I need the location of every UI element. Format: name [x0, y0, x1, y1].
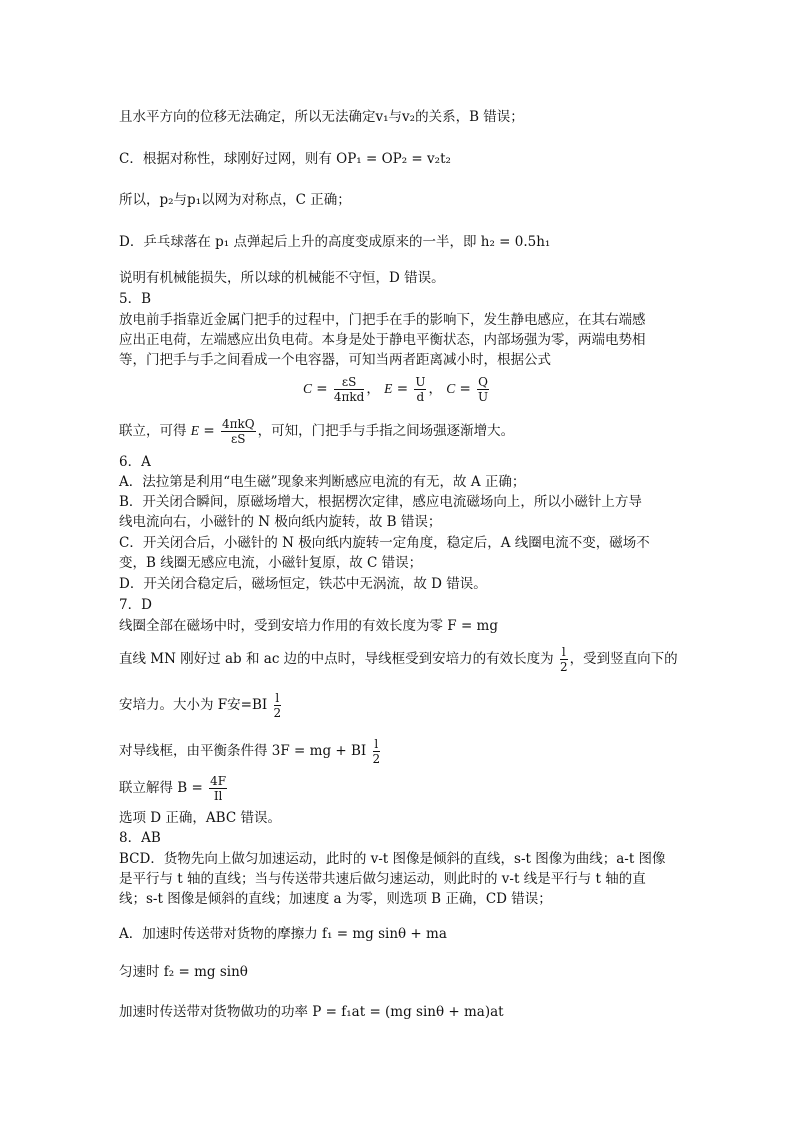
text-fragment: 联立，可得: [119, 423, 187, 439]
text-fragment: ，受到竖直向下的: [569, 651, 678, 667]
fraction-numerator: 4πkQ: [221, 417, 255, 431]
text-line: 说明有机械能损失，所以球的机械能不守恒，D 错误。: [119, 270, 445, 286]
text-line: [119, 734, 684, 768]
fraction-numerator: U: [415, 375, 426, 389]
fraction-numerator: εS: [334, 375, 364, 390]
answer-heading: 5．B: [119, 291, 152, 307]
text-line: D．开关闭合稳定后，磁场恒定，铁芯中无涡流，故 D 错误。: [119, 576, 487, 592]
fraction-denominator: U: [478, 390, 489, 404]
answer-heading: 7．D: [119, 597, 152, 613]
fraction-denominator: 2: [273, 706, 282, 720]
answer-heading: 6．A: [119, 454, 151, 470]
text-line: 是平行与 t 轴的直线；当与传送带共速后做匀速运动，则此时的 v-t 线是平行与 t 轴的直: [119, 871, 646, 887]
text-line: BCD．货物先向上做匀加速运动，此时的 v-t 图像是倾斜的直线，s-t 图像为曲线；a-t 图像: [119, 851, 666, 867]
text-fragment: 对导线框，由平衡条件得 3F = mg + BI: [119, 743, 367, 759]
fraction-denominator: εS: [231, 432, 246, 446]
fraction-denominator: Il: [213, 789, 223, 803]
text-line: 等，门把手与手之间看成一个电容器，可知当两者距离减小时，根据公式: [119, 352, 551, 368]
fraction-numerator: l: [275, 691, 280, 705]
text-fragment: ，可知，门把手与手指之间场强逐渐增大。: [257, 423, 515, 439]
text-fragment: 直线 MN 刚好过 ab 和 ac 边的中点时，导线框受到安培力的有效长度为: [119, 651, 554, 667]
text-line: [119, 688, 684, 722]
text-line: 线圈全部在磁场中时，受到安培力作用的有效长度为零 F = mg: [119, 618, 498, 634]
fraction-denominator: 4πkd: [333, 390, 365, 404]
text-line: 线电流向右，小磁针的 N 极向纸内旋转，故 B 错误；: [119, 514, 442, 530]
text-line: 变，B 线圈无感应电流，小磁针复原，故 C 错误；: [119, 555, 423, 571]
fraction-numerator: l: [561, 645, 566, 659]
text-line: 且水平方向的位移无法确定，所以无法确定v₁与v₂的关系，B 错误；: [119, 109, 524, 125]
text-line: A．法拉第是利用“电生磁”现象来判断感应电流的有无，故 A 正确；: [119, 474, 526, 490]
fraction-numerator: l: [374, 737, 379, 751]
text-line: C．根据对称性，球刚好过网，则有 OP₁ = OP₂ = v₂t₂: [119, 151, 451, 167]
text-line: 所以，p₂与p₁以网为对称点，C 正确；: [119, 192, 351, 208]
text-line: B．开关闭合瞬间，原磁场增大，根据楞次定律，感应电流磁场向上，所以小磁针上方导: [119, 494, 642, 510]
fraction-numerator: 4F: [210, 774, 227, 788]
fraction-denominator: 2: [559, 660, 568, 674]
text-line: D．乒乓球落在 p₁ 点弹起后上升的高度变成原来的一半，即 h₂ = 0.5h₁: [119, 234, 551, 250]
text-line: A．加速时传送带对货物的摩擦力 f₁ = mg sinθ + ma: [119, 926, 447, 942]
text-line: 加速时传送带对货物做功的功率 P = f₁at = (mg sinθ + ma)at: [119, 1004, 504, 1020]
text-line: 放电前手指靠近金属门把手的过程中，门把手在手的影响下，发生静电感应，在其右端感: [119, 312, 646, 328]
fraction-numerator: Q: [478, 375, 489, 389]
text-line: [119, 642, 684, 676]
fraction-denominator: d: [416, 390, 425, 404]
text-line: [119, 771, 684, 805]
text-line: 联立，可得 E = $\frac{\text{4πkQ}}{\varepsilon S}$ ，可知，门把手与手指之间场强逐渐增大。: [119, 417, 515, 446]
text-line: 线；s-t 图像是倾斜的直线；加速度 a 为零，则选项 B 正确，CD 错误；: [119, 891, 552, 907]
text-fragment: 联立解得 B =: [119, 780, 203, 796]
text-line: C．开关闭合后，小磁针的 N 极向纸内旋转一定角度，稳定后，A 线圈电流不变，磁场不: [119, 535, 650, 551]
text-line: 选项 D 正确，ABC 错误。: [119, 810, 281, 826]
text-line: 匀速时 f₂ = mg sinθ: [119, 964, 248, 980]
text-fragment: 安培力。大小为 F安=BI: [119, 697, 268, 713]
text-line: 应出正电荷，左端感应出负电荷。本身是处于静电平衡状态，内部场强为零，两端电势相: [119, 332, 646, 348]
formula-line: C = $\frac{\varepsilon S}{\text{4πkd}}$ ， E = $\frac{U}{d}$ ， C = $\frac{Q}{U}$: [302, 375, 489, 404]
answer-heading: 8．AB: [119, 830, 161, 846]
fraction-denominator: 2: [372, 752, 381, 766]
